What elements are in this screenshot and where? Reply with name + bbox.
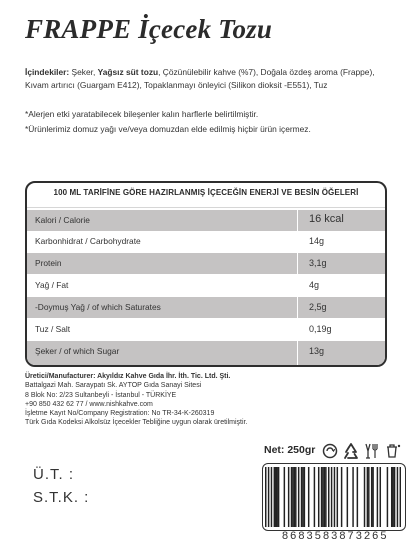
recycle-arrows-icon [345, 444, 357, 458]
barcode-bar [325, 467, 326, 527]
notes [25, 108, 395, 138]
nutrition-divider [27, 207, 385, 208]
ingredients-allergen: Yağsız süt tozu [97, 67, 159, 77]
ingredients-part-2: , Çözünülebilir kahve (%7), Doğala özdeş aroma (Frappe), Kıvam artırıcı (Guargam E412), Topaklanmayı önleyici (Silikon dioksit -E551), Tuz [25, 67, 375, 90]
nutrition-row-saturates [27, 297, 385, 318]
column-divider [297, 341, 298, 367]
nutrition-label: -Doymuş Yağ / of which Saturates [35, 302, 161, 312]
barcode-bar [314, 467, 315, 527]
nutrition-value: 0,19g [309, 324, 332, 334]
producer-contact: +90 850 432 62 77 / www.nishkahve.com [25, 400, 153, 408]
nutrition-value: 14g [309, 236, 325, 246]
producer-info [25, 372, 325, 428]
producer-address-line: Battalgazi Mah. Saraypatı Sk. AYTOP Gıda Sanayi Sitesi [25, 382, 202, 390]
nutrition-row-fat [27, 275, 385, 296]
barcode-bar [321, 467, 322, 527]
barcode-bar [291, 467, 292, 527]
producer-compliance: Türk Gıda Kodeksi Alkolsüz İçecekler Tebliğine uygun olarak üretilmiştir. [25, 419, 248, 427]
nutrition-label: Yağ / Fat [35, 280, 69, 290]
nutrition-row-salt [27, 319, 385, 340]
food-safe-glass-fork-icon [366, 444, 377, 458]
barcode-bar [276, 467, 277, 527]
barcode-bar [334, 467, 335, 527]
barcode-bar [368, 467, 369, 527]
nutrition-value: 2,5g [309, 302, 327, 312]
barcode-bar [301, 467, 302, 527]
production-date-field: Ü.T. : [33, 466, 75, 483]
net-weight: Net: 250gr [264, 444, 316, 456]
producer-heading: Üretici/Manufacturer: Akyıldız Kahve Gıda İhr. İth. Tic. Ltd. Şti. [25, 373, 231, 380]
barcode-image [265, 467, 401, 527]
ingredients-part-1: Şeker, [69, 67, 98, 77]
barcode-box [262, 463, 406, 531]
barcode-bar [372, 467, 373, 527]
ingredients-text [25, 66, 395, 92]
recycle-symbol-icon [324, 445, 337, 458]
barcode-bar [392, 467, 393, 527]
barcode-bar [380, 467, 381, 527]
barcode-bar [292, 467, 293, 527]
nutrition-row-protein [27, 253, 385, 274]
nutrition-value: 3,1g [309, 258, 327, 268]
packaging-icons [322, 442, 408, 460]
barcode-bar [302, 467, 303, 527]
trash-bin-icon [387, 445, 400, 457]
barcode-bar [367, 467, 368, 527]
expiry-date-field: S.T.K. : [33, 489, 90, 506]
barcode-bar [324, 467, 325, 527]
nutrition-label: Tuz / Salt [35, 324, 71, 334]
nutrition-table [25, 181, 387, 367]
nutrition-row-sugar [27, 341, 385, 367]
barcode-bar [331, 467, 332, 527]
barcode-bar [394, 467, 395, 527]
product-title: FRAPPE İçecek Tozu [25, 14, 273, 44]
barcode-bar [328, 467, 329, 527]
barcode-bar [341, 467, 342, 527]
nutrition-label: Kalori / Calorie [35, 215, 90, 225]
barcode-number: 8683583873265 [281, 531, 389, 543]
barcode-bar [308, 467, 309, 527]
barcode-bar [322, 467, 323, 527]
barcode-bar [391, 467, 392, 527]
barcode-bar [274, 467, 275, 527]
barcode-bar [377, 467, 378, 527]
barcode-bar [288, 467, 289, 527]
nutrition-row-calorie [27, 210, 385, 231]
barcode-bar [357, 467, 358, 527]
allergen-note: *Alerjen etki yaratabilecek bileşenler kalın harflerle belirtilmiştir. [25, 109, 259, 119]
barcode-bar [278, 467, 279, 527]
nutrition-label: Karbonhidrat / Carbohydrate [35, 236, 141, 246]
nutrition-value: 13g [309, 346, 325, 356]
barcode-bar [364, 467, 365, 527]
column-divider [297, 210, 298, 231]
nutrition-table-title: 100 ML TARİFİNE GÖRE HAZIRLANMIŞ İÇECEĞİN ENERJİ VE BESİN ÖĞELERİ [53, 188, 359, 197]
barcode-bar [337, 467, 338, 527]
barcode-bar [295, 467, 296, 527]
barcode-bar [265, 467, 266, 527]
column-divider [297, 253, 298, 274]
nutrition-value: 4g [309, 280, 320, 290]
nutrition-row-carbohydrate [27, 231, 385, 252]
barcode-bar [284, 467, 285, 527]
barcode-bar [271, 467, 272, 527]
producer-address-line: 8 Blok No: 2/23 Sultanbeyli - İstanbul - TÜRKİYE [25, 391, 177, 399]
barcode-bar [275, 467, 276, 527]
pork-free-note: *Ürünlerimiz domuz yağı ve/veya domuzdan elde edilmiş hiçbir ürün içermez. [25, 124, 311, 134]
barcode-bar [352, 467, 353, 527]
nutrition-value: 16 kcal [309, 213, 344, 225]
barcode-bar [400, 467, 401, 527]
barcode-bar [294, 467, 295, 527]
nutrition-label: Protein [35, 258, 62, 268]
barcode-bar [268, 467, 269, 527]
column-divider [297, 297, 298, 318]
ingredients-label: İçindekiler: [25, 67, 70, 77]
producer-registration: İşletme Kayıt No/Company Registration: No TR-34-K-260319 [25, 410, 215, 418]
barcode-bar [298, 467, 299, 527]
barcode-bar [371, 467, 372, 527]
barcode-bar [347, 467, 348, 527]
barcode-bar [304, 467, 305, 527]
nutrition-label: Şeker / of which Sugar [35, 346, 120, 356]
barcode-bar [387, 467, 388, 527]
barcode-bar [318, 467, 319, 527]
barcode-bar [397, 467, 398, 527]
